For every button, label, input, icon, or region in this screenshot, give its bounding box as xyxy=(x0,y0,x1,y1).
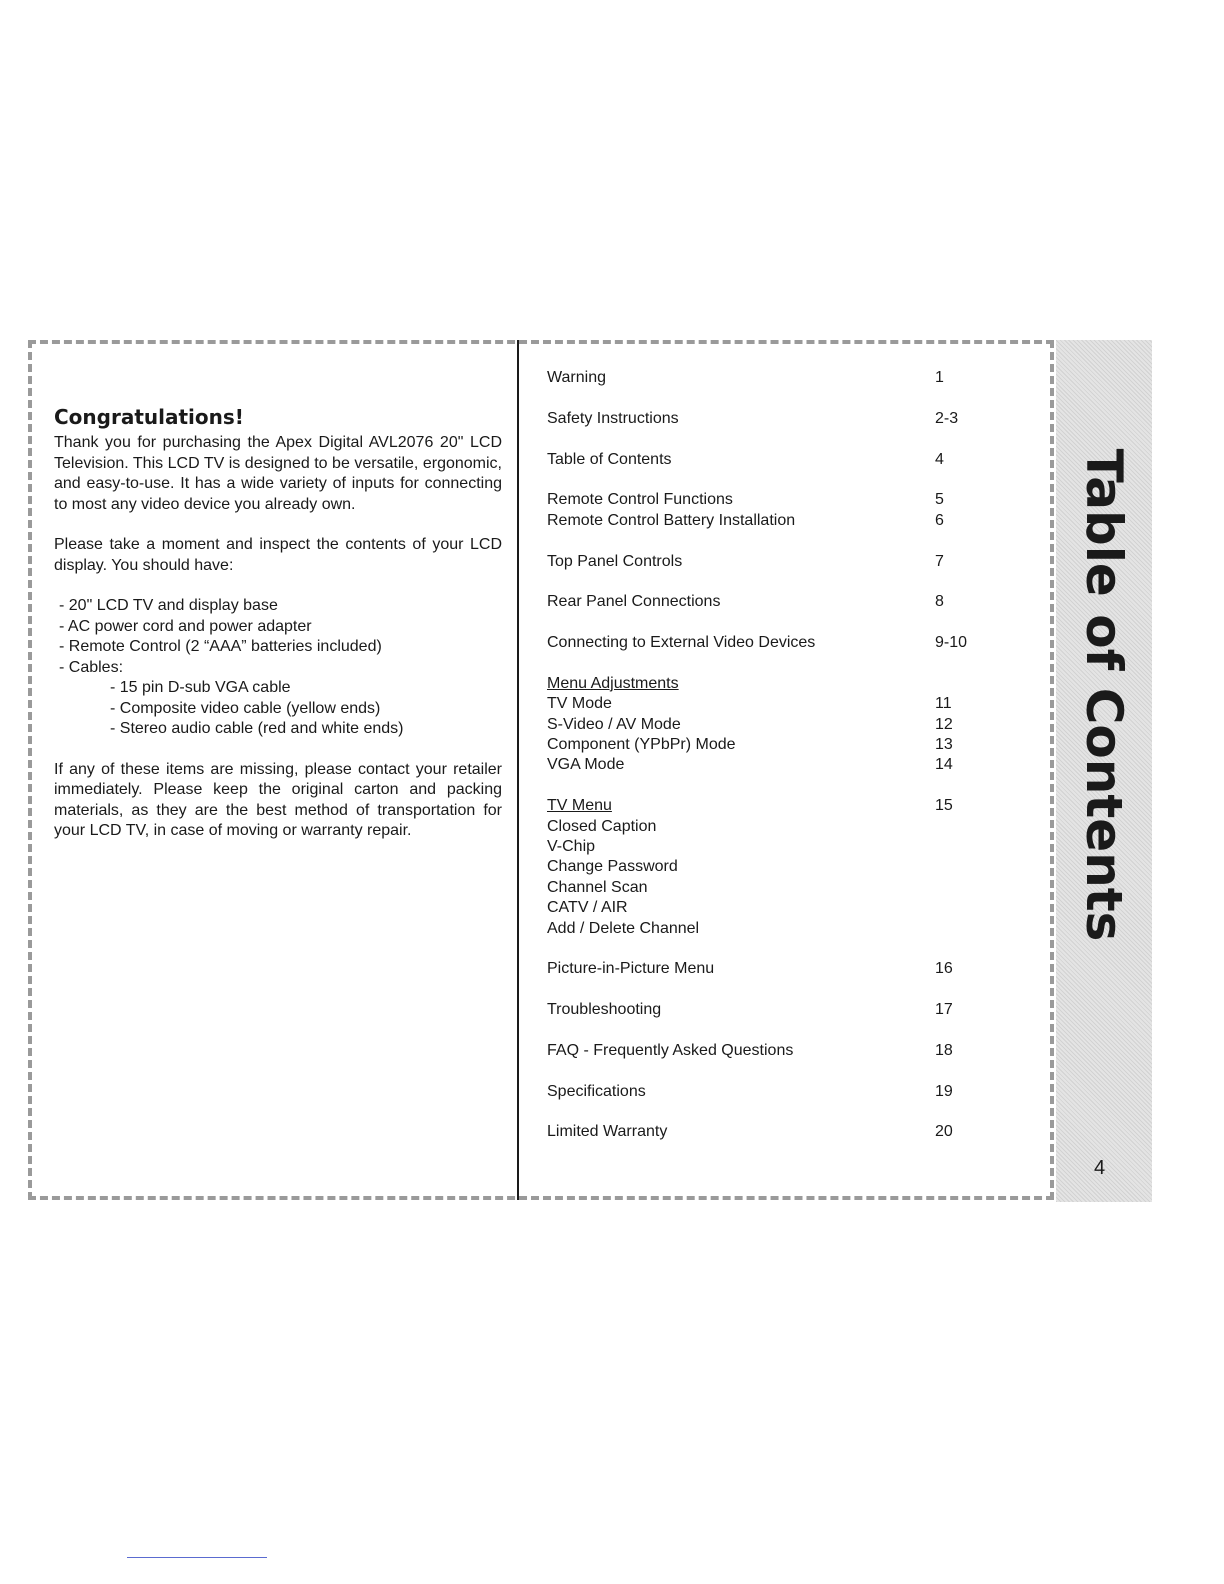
column-divider xyxy=(517,340,519,1200)
toc-entry xyxy=(547,694,987,714)
toc-label: FAQ - Frequently Asked Questions xyxy=(547,1041,794,1059)
toc-label: Troubleshooting xyxy=(547,1001,662,1019)
toc-section-heading xyxy=(547,674,987,694)
toc-label: Add / Delete Channel xyxy=(547,919,700,937)
toc-label: Closed Caption xyxy=(547,817,657,835)
contents-item: - AC power cord and power adapter xyxy=(59,617,312,635)
toc-page: 11 xyxy=(935,695,952,713)
contents-item: - Remote Control (2 “AAA” batteries included) xyxy=(59,638,382,655)
toc-page: 9-10 xyxy=(935,634,968,652)
toc-label: VGA Mode xyxy=(547,756,625,774)
toc-label: Top Panel Controls xyxy=(547,552,683,570)
toc-entry xyxy=(547,837,987,857)
toc-entry xyxy=(547,633,987,653)
toc-label: Remote Control Functions xyxy=(547,491,733,509)
toc-label: S-Video / AV Mode xyxy=(547,715,681,733)
toc-label: Picture-in-Picture Menu xyxy=(547,960,715,978)
toc-entry xyxy=(547,878,987,898)
toc-entry xyxy=(547,898,987,918)
toc-page: 12 xyxy=(935,715,953,733)
intro-paragraph-1: Thank you for purchasing the Apex Digital AVL2076 20" LCD Television. This LCD TV is designed to be versatile, ergonomic, and easy-to-use. It has a wide variety of inputs for connecting to most any video device you already own. xyxy=(54,434,502,513)
toc-entry xyxy=(547,1041,987,1061)
section-tab-title: Table of Contents xyxy=(1075,448,1133,942)
page-number: 4 xyxy=(1094,1157,1106,1179)
toc-page: 5 xyxy=(935,491,944,509)
toc-entry xyxy=(547,755,987,775)
toc-label: Warning xyxy=(547,369,606,386)
toc-entry xyxy=(547,490,987,510)
toc-entry xyxy=(547,368,987,388)
toc-label: Component (YPbPr) Mode xyxy=(547,736,736,754)
toc-label: Rear Panel Connections xyxy=(547,593,721,611)
toc-label: Connecting to External Video Devices xyxy=(547,634,816,652)
toc-entry xyxy=(547,592,987,612)
toc-section-heading xyxy=(547,796,987,816)
toc-label: CATV / AIR xyxy=(547,899,628,917)
toc-label: Table of Contents xyxy=(547,450,672,468)
cable-item: - Composite video cable (yellow ends) xyxy=(110,699,381,717)
intro-paragraph-3: If any of these items are missing, please contact your retailer immediately. Please keep the original carton and packing materials, as they are the best method of transportation for your LCD TV, in case of moving or warranty repair. xyxy=(54,760,502,839)
toc-entry xyxy=(547,552,987,572)
toc-label: Specifications xyxy=(547,1082,646,1100)
toc-page: 8 xyxy=(935,593,944,611)
intro-paragraph-2: Please take a moment and inspect the contents of your LCD display. You should have: xyxy=(54,536,502,574)
cable-item: - Stereo audio cable (red and white ends) xyxy=(110,720,404,737)
section-tab xyxy=(1056,340,1152,1202)
contents-list xyxy=(54,596,502,740)
table-of-contents xyxy=(547,368,987,1143)
toc-page: 2-3 xyxy=(935,409,959,427)
toc-page: 7 xyxy=(935,552,944,570)
toc-page: 1 xyxy=(935,369,944,386)
toc-entry xyxy=(547,735,987,755)
toc-label: TV Menu xyxy=(547,797,612,815)
toc-page: 19 xyxy=(935,1082,953,1100)
toc-label: Limited Warranty xyxy=(547,1123,668,1141)
intro-section xyxy=(54,405,502,842)
toc-label: Menu Adjustments xyxy=(547,674,679,692)
footer-rule xyxy=(127,1557,267,1558)
toc-entry xyxy=(547,919,987,939)
toc-page: 6 xyxy=(935,511,944,529)
toc-entry xyxy=(547,715,987,735)
toc-page: 14 xyxy=(935,756,953,774)
toc-label: Safety Instructions xyxy=(547,409,679,427)
toc-entry xyxy=(547,857,987,877)
toc-entry xyxy=(547,511,987,531)
toc-page: 17 xyxy=(935,1001,953,1019)
cable-item: - 15 pin D-sub VGA cable xyxy=(110,679,291,696)
toc-entry xyxy=(547,1082,987,1102)
toc-label: Remote Control Battery Installation xyxy=(547,511,796,529)
toc-page: 20 xyxy=(935,1123,953,1141)
contents-item: - Cables: xyxy=(59,658,124,676)
toc-label: V-Chip xyxy=(547,837,596,855)
toc-entry xyxy=(547,1000,987,1020)
contents-item: - 20" LCD TV and display base xyxy=(59,597,278,614)
toc-page: 15 xyxy=(935,797,953,815)
toc-entry xyxy=(547,959,987,979)
toc-entry xyxy=(547,817,987,837)
toc-page: 18 xyxy=(935,1041,953,1059)
toc-label: Change Password xyxy=(547,858,678,876)
toc-page: 4 xyxy=(935,450,944,468)
toc-entry xyxy=(547,1122,987,1142)
toc-page: 16 xyxy=(935,960,953,978)
toc-label: Channel Scan xyxy=(547,878,648,896)
toc-page: 13 xyxy=(935,736,953,754)
toc-entry xyxy=(547,450,987,470)
toc-label: TV Mode xyxy=(547,695,612,713)
toc-entry xyxy=(547,409,987,429)
intro-title: Congratulations! xyxy=(54,405,244,429)
